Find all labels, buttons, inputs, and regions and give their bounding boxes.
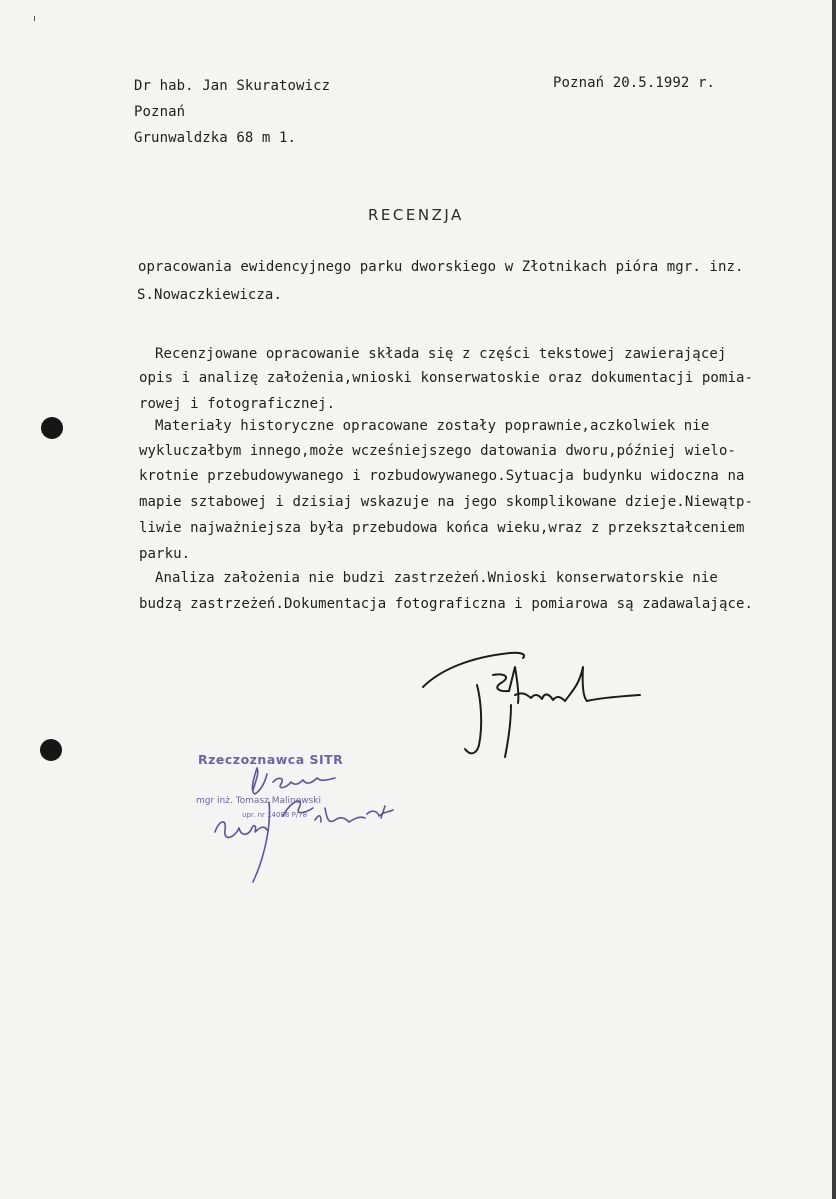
subject-line: S.Nowaczkiewicza.	[137, 287, 282, 303]
body-line: Materiały historyczne opracowane zostały poprawnie,aczkolwiek nie	[155, 418, 710, 434]
body-line: opis i analizę założenia,wnioski konserwatoskie oraz dokumentacji pomia-	[139, 370, 754, 386]
scan-mark	[34, 16, 35, 21]
body-line: rowej i fotograficznej.	[139, 396, 336, 412]
subject-line: opracowania ewidencyjnego parku dworskiego w Złotnikach pióra mgr. inz.	[138, 259, 744, 275]
body-line: Recenzjowane opracowanie składa się z części tekstowej zawierającej	[155, 346, 727, 362]
sender-street: Grunwaldzka 68 m 1.	[134, 130, 297, 146]
body-line: budzą zastrzeżeń.Dokumentacja fotograficzna i pomiarowa są zadawalające.	[139, 596, 754, 612]
body-line: wykluczałbym innego,może wcześniejszego datowania dworu,później wielo-	[139, 443, 737, 459]
sender-city: Poznań	[134, 104, 186, 120]
body-line: mapie sztabowej i dzisiaj wskazuje na jego skomplikowane dzieje.Niewątp-	[139, 494, 754, 510]
sender-name: Dr hab. Jan Skuratowicz	[134, 78, 331, 94]
stamp-handwriting	[195, 760, 405, 885]
document-title: RECENZJA	[368, 206, 464, 224]
body-line: parku.	[139, 546, 191, 562]
body-line: liwie najważniejsza była przebudowa końca wieku,wraz z przekształceniem	[139, 520, 745, 536]
stamp-number: upr. nr 14088 P/78	[242, 811, 308, 819]
punch-hole-top	[41, 417, 63, 439]
handwritten-signature	[415, 645, 655, 765]
date-line: Poznań 20.5.1992 r.	[553, 75, 716, 91]
stamp-title: Rzeczoznawca SITR	[198, 752, 344, 767]
punch-hole-bottom	[40, 739, 62, 761]
body-line: krotnie przebudowywanego i rozbudowywanego.Sytuacja budynku widoczna na	[139, 468, 745, 484]
stamp-name: mgr inż. Tomasz Malinowski	[196, 796, 321, 806]
body-line: Analiza założenia nie budzi zastrzeżeń.Wnioski konserwatorskie nie	[155, 570, 718, 586]
